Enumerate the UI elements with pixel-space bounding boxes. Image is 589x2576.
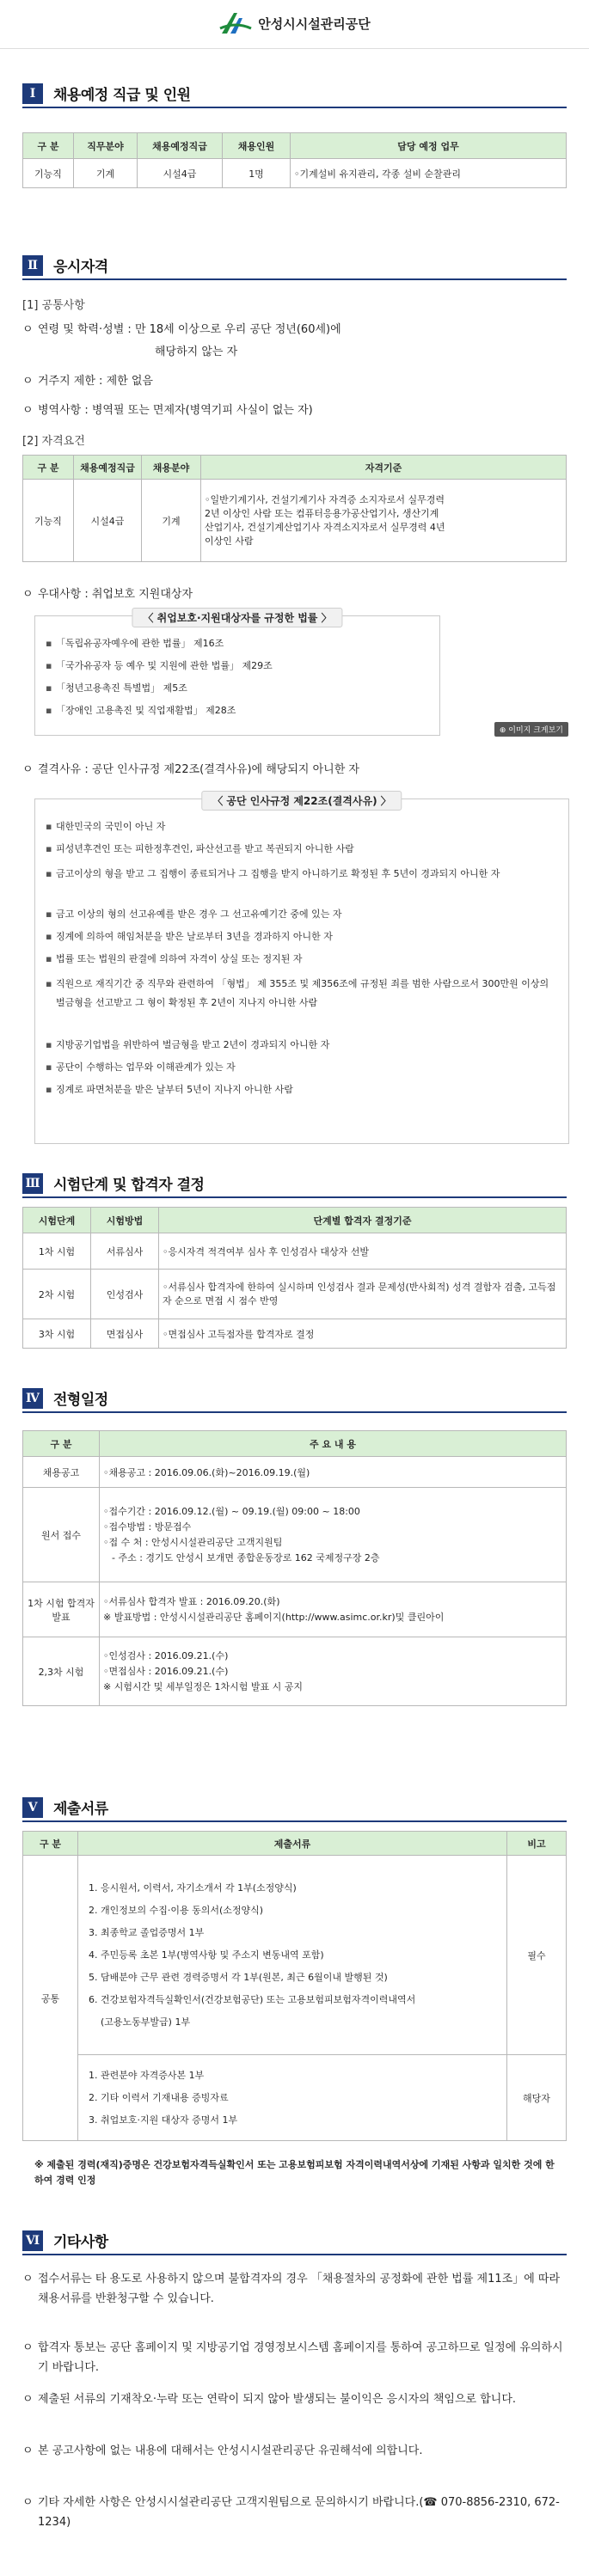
other-item: ㅇ 본 공고사항에 없는 내용에 대해서는 안성시시설관리공단 유권해석에 의합니다. — [22, 2444, 423, 2457]
schedule-line: ◦서류심사 합격자 발표 : 2016.09.20.(화) — [103, 1595, 280, 1607]
th: 제출서류 — [78, 1832, 507, 1856]
td: ◦기계설비 유지관리, 각종 설비 순찰관리 — [291, 159, 567, 188]
td: 서류심사 — [91, 1233, 159, 1270]
disq-item: ▪ 징계에 의하여 해임처분을 받은 날로부터 3년을 경과하지 아니한 자 — [46, 930, 560, 944]
section-6-heading — [22, 2230, 108, 2251]
disqualification-item: ㅇ 결격사유 : 공단 인사규정 제22조(결격사유)에 해당되지 아니한 자 — [22, 763, 359, 776]
disqualification-box — [34, 795, 569, 1144]
org-name: 안성시시설관리공단 — [258, 15, 371, 32]
td: 3차 시험 — [23, 1319, 91, 1349]
schedule-line: - 주소 : 경기도 안성시 보개면 종합운동장로 162 국제정구장 2층 — [112, 1551, 380, 1563]
common-item: ㅇ 병역사항 : 병역필 또는 면제자(병역기피 사실이 없는 자) — [22, 404, 313, 417]
section-title: 채용예정 직급 및 인원 — [53, 87, 191, 104]
section-2-heading — [22, 254, 108, 276]
section-divider — [22, 2254, 567, 2255]
td: 기계 — [74, 159, 138, 188]
disq-item: ▪ 지방공기업법을 위반하여 벌금형을 받고 2년이 경과되지 아니한 자 — [46, 1038, 560, 1052]
td: 1차 시험 합격자 발표 — [23, 1582, 100, 1637]
preference-law-box — [34, 612, 440, 736]
section-divider — [22, 1411, 567, 1413]
common-item: ㅇ 거주지 제한 : 제한 없음 — [22, 375, 153, 388]
section-title: 응시자격 — [53, 259, 108, 276]
schedule-line: ◦면접심사 : 2016.09.21.(수) — [103, 1665, 229, 1677]
section-divider — [22, 278, 567, 280]
doc-item: (고용노동부발급) 1부 — [101, 2016, 191, 2028]
schedule-line: ◦접수방법 : 방문접수 — [103, 1521, 192, 1533]
schedule-line: ◦접수기간 : 2016.09.12.(월) ~ 09.19.(월) 09:00 ~ 18:00 — [103, 1505, 360, 1517]
td: 기능직 — [23, 159, 74, 188]
section-number: Ⅳ — [22, 1388, 43, 1409]
preference-item: ㅇ 우대사항 : 취업보호 지원대상자 — [22, 588, 193, 601]
documents-table — [22, 1831, 567, 2141]
disq-item: ▪ 대한민국의 국민이 아닌 자 — [46, 820, 560, 834]
th: 시험방법 — [91, 1208, 159, 1233]
td: 해당자 — [507, 2055, 567, 2141]
section-number: Ⅵ — [22, 2230, 43, 2251]
th: 구 분 — [23, 1431, 100, 1457]
disq-item: ▪ 금고이상의 형을 받고 그 집행이 종료되거나 그 집행을 받지 아니하기로 확정된 후 5년이 경과되지 아니한 자 — [46, 865, 560, 884]
doc-item: 3. 취업보호·지원 대상자 증명서 1부 — [89, 2114, 238, 2126]
law-item: ▪ 「독립유공자예우에 관한 법률」 제16조 — [46, 637, 431, 651]
schedule-line: ◦접 수 처 : 안성시시설관리공단 고객지원팀 — [103, 1536, 283, 1548]
th: 담당 예정 업무 — [291, 133, 567, 159]
schedule-line: ※ 시험시간 및 세부일정은 1차시험 발표 시 공지 — [103, 1680, 303, 1692]
logo-icon — [218, 9, 253, 37]
enlarge-image-button[interactable]: ⊕ 이미지 크게보기 — [494, 722, 568, 737]
section-divider — [22, 107, 567, 108]
th: 채용분야 — [142, 456, 201, 480]
disq-item: ▪ 피성년후견인 또는 피한정후견인, 파산선고를 받고 복권되지 아니한 사람 — [46, 842, 560, 856]
td: 1명 — [223, 159, 291, 188]
td: 기계 — [142, 480, 201, 562]
section-divider — [22, 1820, 567, 1822]
header — [0, 3, 589, 43]
td: 채용공고 — [23, 1457, 100, 1488]
disq-item: ▪ 징계로 파면처분을 받은 날부터 5년이 지나지 아니한 사람 — [46, 1083, 560, 1097]
section-number: Ⅲ — [22, 1173, 43, 1194]
common-item-cont: 해당하지 않는 자 — [155, 346, 238, 358]
qualification-table — [22, 455, 567, 562]
common-item: ㅇ 연령 및 학력·성별 : 만 18세 이상으로 우리 공단 정년(60세)에 — [22, 323, 341, 336]
box-title: 〈 공단 인사규정 제22조(결격사유) 〉 — [201, 791, 402, 811]
td — [100, 1488, 567, 1582]
td — [100, 1582, 567, 1637]
criteria-line: 2년 이상인 사람 또는 컴퓨터응용가공산업기사, 생산기계 — [205, 507, 439, 519]
td: ◦응시자격 적격여부 심사 후 인성검사 대상자 선발 — [159, 1233, 567, 1270]
common-label: [1] 공통사항 — [22, 299, 85, 312]
doc-item: 2. 기타 이력서 기재내용 증빙자료 — [89, 2091, 229, 2103]
section-number: Ⅰ — [22, 83, 43, 104]
doc-item: 2. 개인정보의 수집·이용 동의서(소정양식) — [89, 1904, 264, 1916]
doc-item: 1. 응시원서, 이력서, 자기소개서 각 1부(소정양식) — [89, 1882, 297, 1894]
td: 1차 시험 — [23, 1233, 91, 1270]
section-1-heading — [22, 83, 191, 104]
section-number: Ⅱ — [22, 255, 43, 276]
td: 필수 — [507, 1856, 567, 2055]
td: ◦서류심사 합격자에 한하여 실시하며 인성검사 결과 문제성(반사회적) 성격 결함자 검출, 고득점자 순으로 면접 시 점수 반영 — [159, 1270, 567, 1319]
th: 채용예정직급 — [74, 456, 142, 480]
section-5-heading — [22, 1796, 108, 1818]
required-docs — [78, 1856, 507, 2055]
doc-item: 3. 최종학교 졸업증명서 1부 — [89, 1926, 205, 1938]
section-title: 전형일정 — [53, 1392, 108, 1409]
law-item: ▪ 「청년고용촉진 특별법」 제5조 — [46, 682, 431, 695]
th: 주 요 내 용 — [100, 1431, 567, 1457]
th: 비고 — [507, 1832, 567, 1856]
td: 공통 — [23, 1856, 78, 2141]
other-item: ㅇ 접수서류는 타 용도로 사용하지 않으며 불합격자의 경우 「채용절차의 공정화에 관한 법률 제11조」에 따라 채용서류를 반환청구할 수 있습니다. — [22, 2273, 561, 2305]
td — [100, 1637, 567, 1706]
other-item: ㅇ 기타 자세한 사항은 안성시시설관리공단 고객지원팀으로 문의하시기 바랍니다.(☎ 070-8856-2310, 672-1234) — [22, 2496, 560, 2529]
other-item: ㅇ 합격자 통보는 공단 홈페이지 및 지방공기업 경영정보시스템 홈페이지를 통하여 공고하므로 일정에 유의하시기 바랍니다. — [22, 2341, 563, 2374]
page — [0, 3, 589, 2576]
criteria-line: 산업기사, 건설기계산업기사 자격소지자로서 실무경력 4년 — [205, 521, 445, 533]
th: 단계별 합격자 결정기준 — [159, 1208, 567, 1233]
disq-item: ▪ 직원으로 재직기간 중 직무와 관련하여 「형법」 제 355조 및 제356조에 규정된 죄를 범한 사람으로서 300만원 이상의 벌금형을 선고받고 그 형이 확정된 후 2년이 지나지 아니한 사람 — [46, 975, 560, 1013]
schedule-line: ※ 발표방법 : 안성시시설관리공단 홈페이지(http://www.asimc.or.kr)및 클린아이 — [103, 1611, 445, 1623]
criteria-line: 이상인 사람 — [205, 535, 254, 547]
optional-docs — [78, 2055, 507, 2141]
th: 구 분 — [23, 1832, 78, 1856]
disq-item: ▪ 법률 또는 법원의 판결에 의하여 자격이 상실 또는 정지된 자 — [46, 952, 560, 966]
td: ◦채용공고 : 2016.09.06.(화)~2016.09.19.(월) — [100, 1457, 567, 1488]
td: 기능직 — [23, 480, 74, 562]
documents-footnote: ※ 제출된 경력(재직)증명은 건강보험자격득실확인서 또는 고용보험피보험 자격이력내역서상에 기재된 사항과 일치한 것에 한하여 경력 인정 — [34, 2159, 555, 2186]
td: 면접심사 — [91, 1319, 159, 1349]
disq-item: ▪ 공단이 수행하는 업무와 이해관계가 있는 자 — [46, 1061, 560, 1074]
exam-stages-table — [22, 1207, 567, 1349]
doc-item: 1. 관련분야 자격증사본 1부 — [89, 2069, 205, 2081]
th: 구 분 — [23, 133, 74, 159]
doc-item: 5. 담배분야 근무 관련 경력증명서 각 1부(원본, 최근 6월이내 발행된 것) — [89, 1971, 388, 1983]
other-item: ㅇ 제출된 서류의 기재착오·누락 또는 연락이 되지 않아 발생되는 불이익은 응시자의 책임으로 합니다. — [22, 2393, 517, 2406]
th: 직무분야 — [74, 133, 138, 159]
schedule-table — [22, 1430, 567, 1706]
td: 2,3차 시험 — [23, 1637, 100, 1706]
td: ◦면접심사 고득점자를 합격자로 결정 — [159, 1319, 567, 1349]
section-4-heading — [22, 1387, 108, 1409]
disq-item: ▪ 금고 이상의 형의 선고유예를 받은 경우 그 선고유예기간 중에 있는 자 — [46, 908, 560, 921]
law-item: ▪ 「국가유공자 등 예우 및 지원에 관한 법률」 제29조 — [46, 659, 431, 673]
th: 구 분 — [23, 456, 74, 480]
criteria-cell — [201, 480, 567, 562]
section-divider — [22, 1196, 567, 1198]
schedule-line: ◦인성검사 : 2016.09.21.(수) — [103, 1649, 229, 1661]
th: 자격기준 — [201, 456, 567, 480]
zoom-icon: ⊕ — [499, 726, 509, 735]
section-3-heading — [22, 1172, 204, 1194]
td: 2차 시험 — [23, 1270, 91, 1319]
th: 채용인원 — [223, 133, 291, 159]
section-title: 기타사항 — [53, 2234, 108, 2251]
td: 시설4급 — [138, 159, 223, 188]
th: 시험단계 — [23, 1208, 91, 1233]
doc-item: 4. 주민등록 초본 1부(병역사항 및 주소지 변동내역 포함) — [89, 1949, 324, 1961]
td: 시설4급 — [74, 480, 142, 562]
box-title: 〈 취업보호·지원대상자를 규정한 법률 〉 — [132, 608, 342, 627]
doc-item: 6. 건강보험자격득실확인서(건강보험공단) 또는 고용보험피보험자격이력내역서 — [89, 1993, 416, 2005]
section-title: 제출서류 — [53, 1801, 108, 1818]
criteria-line: ◦일반기계기사, 건설기계기사 자격증 소지자로서 실무경력 — [205, 493, 445, 505]
section-number: Ⅴ — [22, 1797, 43, 1818]
law-item: ▪ 「장애인 고용촉진 및 직업재활법」 제28조 — [46, 704, 431, 718]
section-title: 시험단계 및 합격자 결정 — [53, 1177, 205, 1194]
positions-table — [22, 132, 567, 188]
td: 인성검사 — [91, 1270, 159, 1319]
th: 채용예정직급 — [138, 133, 223, 159]
td: 원서 접수 — [23, 1488, 100, 1582]
requirements-label: [2] 자격요건 — [22, 435, 85, 448]
